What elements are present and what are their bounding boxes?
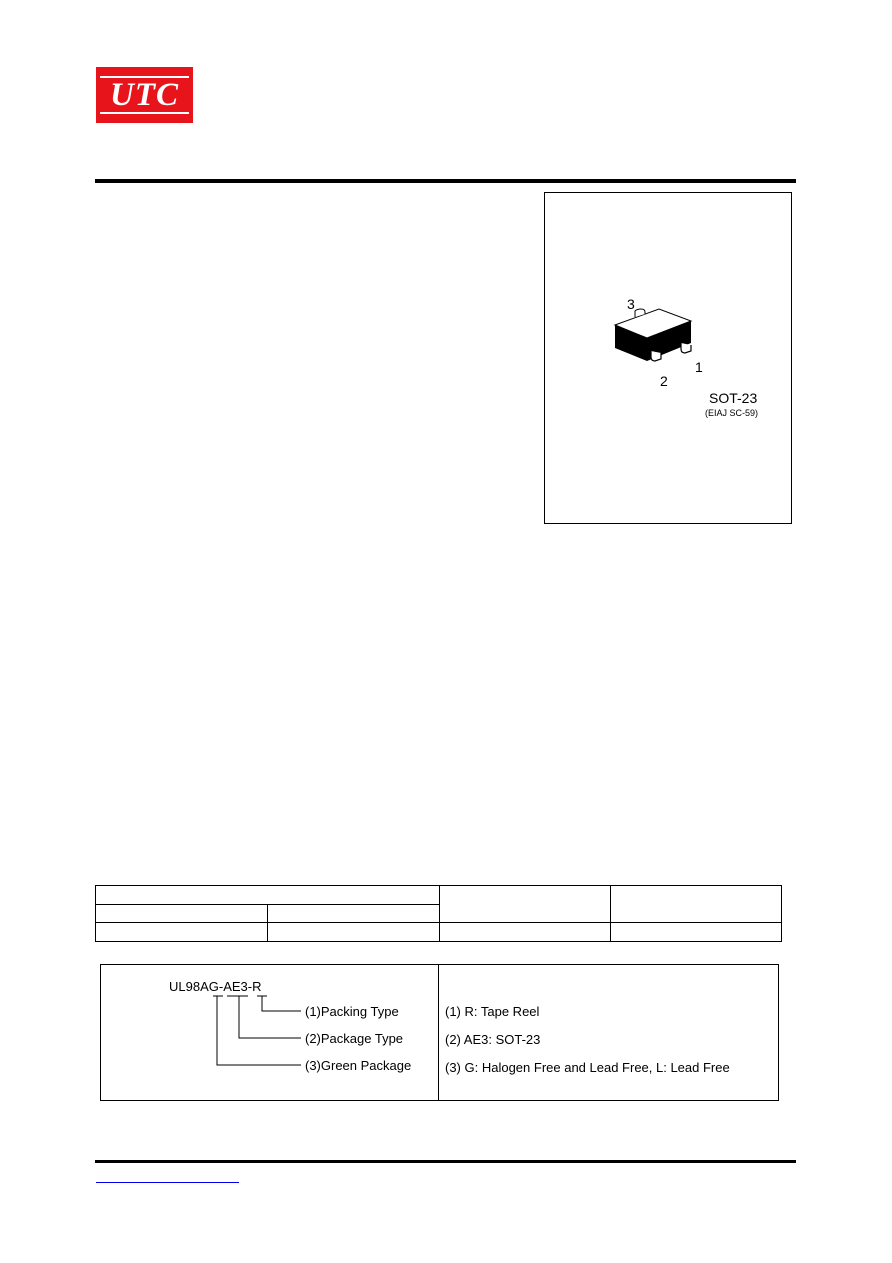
marking-divider	[438, 965, 439, 1100]
package-subname: (EIAJ SC-59)	[705, 408, 759, 418]
legend-package-type: (2)Package Type	[305, 1031, 404, 1046]
desc-green-package: (3) G: Halogen Free and Lead Free, L: Lead Free	[445, 1060, 730, 1075]
table-cell	[611, 923, 782, 942]
ordering-header-cell	[96, 886, 440, 905]
footer-rule	[95, 1160, 796, 1163]
desc-packing-type: (1) R: Tape Reel	[445, 1004, 540, 1019]
desc-package-type: (2) AE3: SOT-23	[445, 1032, 541, 1047]
halogen-free-header-cell	[268, 905, 440, 923]
logo-frame	[100, 76, 189, 114]
package-name: SOT-23	[709, 390, 758, 406]
part-marking-box	[100, 964, 779, 1101]
package-header-cell	[440, 886, 611, 923]
logo-text: UTC	[110, 76, 179, 113]
packing-header-cell	[611, 886, 782, 923]
sot23-package-icon	[545, 193, 793, 525]
footer-website-link[interactable]	[96, 1168, 239, 1183]
part-number: UL98AG-AE3-R	[169, 979, 262, 994]
table-cell	[96, 923, 268, 942]
package-outline-box	[544, 192, 792, 524]
pin-2-label: 2	[660, 373, 668, 389]
ordering-table	[95, 885, 782, 942]
pin-3-label: 3	[627, 296, 635, 312]
pin-1-label: 1	[695, 359, 703, 375]
table-row	[96, 923, 782, 942]
utc-logo	[96, 67, 193, 123]
table-cell	[268, 923, 440, 942]
lead-free-header-cell	[96, 905, 268, 923]
table-cell	[440, 923, 611, 942]
header-rule	[95, 179, 796, 183]
legend-packing-type: (1)Packing Type	[305, 1004, 399, 1019]
legend-green-package: (3)Green Package	[305, 1058, 412, 1073]
